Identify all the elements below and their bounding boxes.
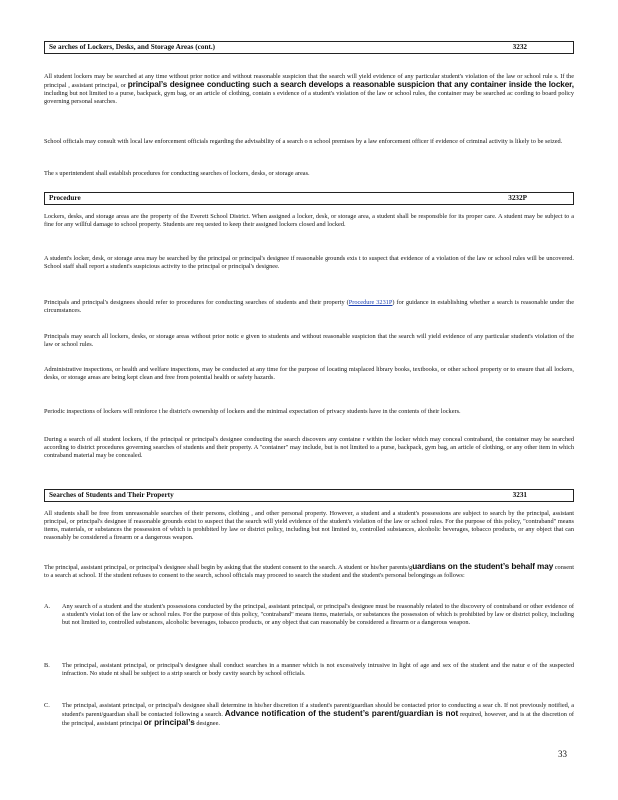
paragraph: Administrative inspections, or health and welfare inspections, may be conducted at any time for the purpose of locating misplaced library books, textbooks, or other school property or to ensure that all lockers, desks, or storage areas are being kept clean and free from potential health or safety hazards. xyxy=(44,366,574,382)
paragraph: Principals may search all lockers, desks, or storage areas without prior notic e given to students and without reasonable suspicion that the search will yield evidence of any particular student's violation of the law or school rules. xyxy=(44,333,574,349)
paragraph: All students shall be free from unreasonable searches of their persons, clothing , and other personal property. However, a student and a student's possessions are subject to search by the principal, assistant principal, or principal's designee if reasonable grounds exist to suspect that the search will yield evidence of the student's violation of the law or school rules. For the purpose of this policy, "contraband" means items, materials, or substances the possession of which is prohibited by law or district policy, including but not limited to, controlled substances, alcoholic beverages, tobacco products, or any object that can reasonably be considered a firearm or a dangerous weapon. xyxy=(44,510,574,542)
procedure-3231p-link[interactable]: Procedure 3231P xyxy=(348,299,393,306)
section-header-searches-of-students xyxy=(44,489,574,502)
list-item: A. Any search of a student and the student's possessions conducted by the principal, assistant principal, or principal's designee must be reasonably related to the discovery of contraband or other evidence of a student's violat ion of the law or school rules. For the purpose of this policy, "contraband" means items, materials, or substances the possession of which is prohibited by law or district policy, including but not limited to, controlled substances, alcoholic beverages, tobacco products, or any object that can reasonably be considered a firearm or a dangerous weapon. xyxy=(44,603,574,627)
paragraph: School officials may consult with local law enforcement officials regarding the advisability of a search o n school premises by a law enforcement officer if evidence of criminal activity is likely to be seized. xyxy=(44,138,563,145)
paragraph: The s uperintendent shall establish procedures for conducting searches of lockers, desks, or storage areas. xyxy=(44,170,310,177)
section-header-lockers xyxy=(44,41,574,54)
paragraph: Principals and principal's designees should refer to procedures for conducting searches of students and their property (Procedure 3231P) for guidance in establishing whether a search is reasonable under the circumstances. xyxy=(44,299,574,315)
page-number: 33 xyxy=(558,749,567,759)
paragraph: All student lockers may be searched at any time without prior notice and without reasonable suspicion that the search will yield evidence of any particular student's violation of the law or school rule s. If the principal , assistant principal, or principal’s designee conducting such a search develops a reasonable suspicion that any container inside the locker, including but not limited to a purse, backpack, gym bag, or an article of clothing, contain s evidence of a student's violation of the law or school rules, the container may be searched ac cording to board policy governing personal searches. xyxy=(44,73,574,106)
paragraph: Periodic inspections of lockers will reinforce t he district's ownership of lockers and the minimal expectation of privacy students have in the contents of their lockers. xyxy=(44,408,461,415)
section-title: Searches of Students and Their Property xyxy=(49,491,174,499)
paragraph: A student's locker, desk, or storage area may be searched by the principal or principal's designee if reasonable grounds exis t to suspect that evidence of a violation of the law or school rules will be uncovered. School staff shall report a student's suspicious activity to the principal or principal's designee. xyxy=(44,255,574,271)
section-title: Procedure xyxy=(49,194,81,202)
section-code: 3232P xyxy=(508,194,527,202)
paragraph: During a search of all student lockers, if the principal or principal's designee conducting the search discovers any containe r within the locker which may conceal contraband, the container may be searched according to district procedures governing searches of students and their property. A "container" may include, but is not limited to a purse, backpack, gym bag, an article of clothing, or any other item in which contraband material may be concealed. xyxy=(44,436,574,460)
section-title: Se arches of Lockers, Desks, and Storage Areas (cont.) xyxy=(49,43,216,51)
paragraph: Lockers, desks, and storage areas are the property of the Everett School District. When assigned a locker, desk, or storage area, a student shall be responsible for its proper care. A student may be subject to a fine for any willful damage to school property. Students are req uested to keep their assigned lockers closed and locked. xyxy=(44,213,574,229)
section-code: 3231 xyxy=(512,491,527,499)
section-code: 3232 xyxy=(512,43,527,51)
list-item: B. The principal, assistant principal, or principal's designee shall conduct searches in a manner which is not excessively intrusive in light of age and sex of the student and the natur e of the suspected infraction. No stude nt shall be subject to a strip search or body cavity search by school officials. xyxy=(44,662,574,678)
list-item: C. The principal, assistant principal, or principal's designee shall determine in his/her discretion if a student's parent/guardian should be contacted prior to conducting a sear ch. If not previously notified, a student's parent/guardian shall be contacted following a search. Advance notification of the student’s parent/guardian is not required, however, and is at the discretion of the principal, assistant principal or principal’s designee. xyxy=(44,702,574,728)
section-header-procedure xyxy=(44,192,574,205)
paragraph: The principal, assistant principal, or principal's designee shall begin by asking that the student consent to the search. A student or his/her parents/guardians on the student’s behalf may consent to a search at school. If the student refuses to consent to the search, school officials may proceed to search the student and the student's personal belongings as follows: xyxy=(44,562,574,580)
